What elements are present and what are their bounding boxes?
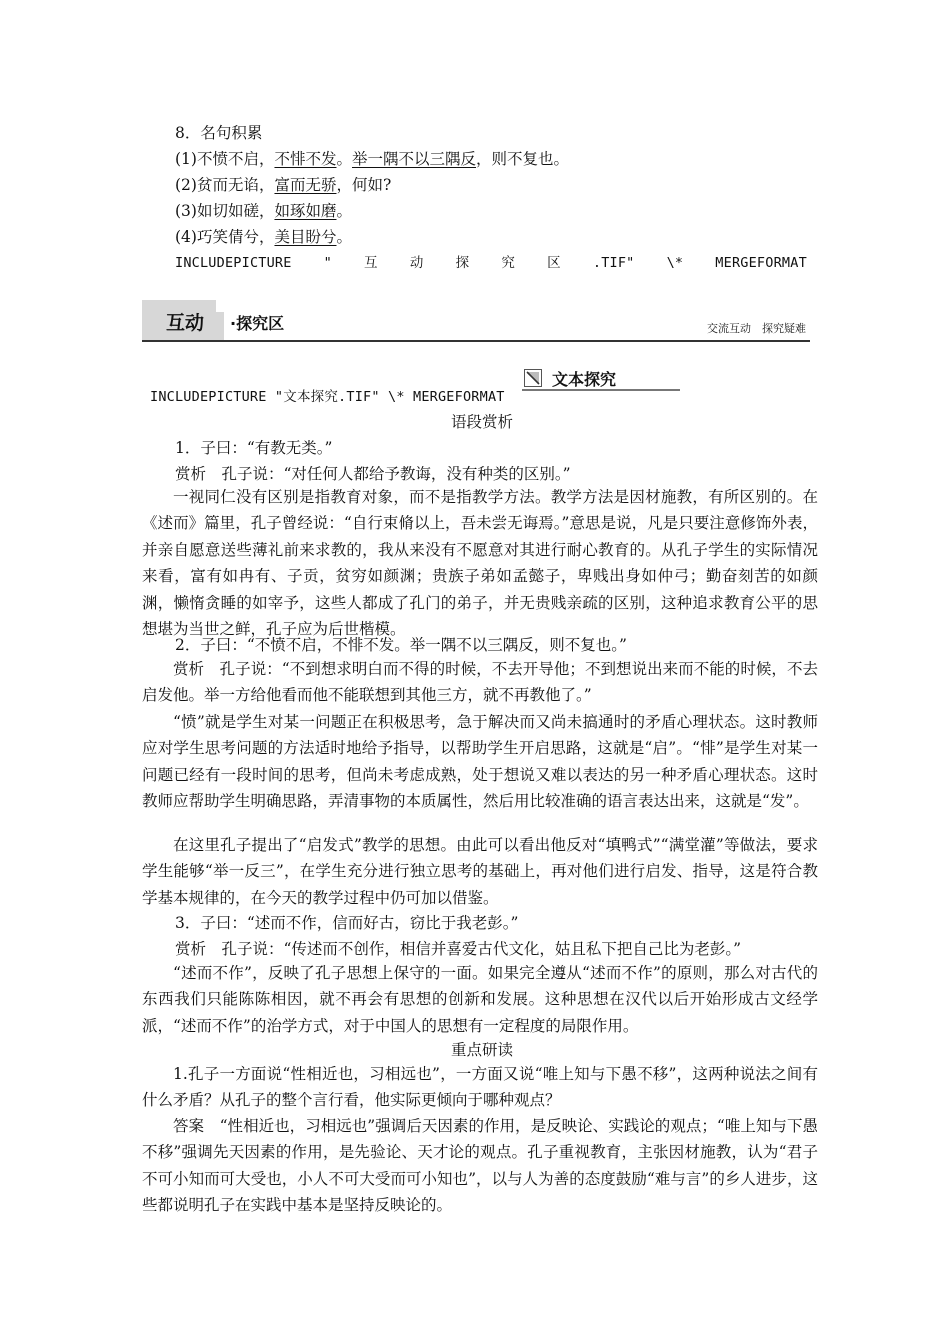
field-word: 互 (364, 255, 378, 271)
quote-1-mid: 。 (336, 150, 352, 168)
section-banner (142, 300, 810, 342)
quote-2-answer: 富而无骄 (274, 176, 337, 194)
passage-2-appreciation: 赏析 孔子说：“不到想求明白而不得的时候，不去开导他；不到想说出来而不能的时候，不去启发他。举一方给他看而他不能联想到其他三方，就不再教他了。” (142, 660, 818, 705)
quote-1-prefix: (1)不愤不启， (175, 150, 275, 168)
quote-2-prefix: (2)贫而无谄， (175, 176, 275, 194)
field-word: 区 (547, 255, 561, 271)
quote-4-suffix: 。 (336, 228, 352, 246)
banner-block-tail (216, 312, 224, 340)
passage-2-commentary-2: 在这里孔子提出了“启发式”教学的思想。由此可以看出他反对“填鸭式”“满堂灌”等做法，要求学生能够“举一反三”，在学生充分进行独立思考的基础上，再对他们进行启发、指导，这是符合教学基本规律的，在今天的教学过程中仍可加以借鉴。 (142, 836, 818, 907)
field-word: \* (666, 255, 684, 271)
field-word: MERGEFORMAT (715, 255, 807, 271)
quote-4-prefix: (4)巧笑倩兮， (175, 228, 275, 246)
quote-3-suffix: 。 (336, 202, 352, 220)
quote-3-prefix: (3)如切如磋， (175, 202, 275, 220)
quote-line-4 (175, 224, 855, 250)
banner-right-text: 交流互动 探究疑难 (707, 322, 806, 335)
passage-2-commentary-1: “愤”就是学生对某一问题正在积极思考，急于解决而又尚未搞通时的矛盾心理状态。这时教师应对学生思考问题的方法适时地给予指导，以帮助学生开启思路，这就是“启”。“悱”是学生对某一问题已经有一段时间的思考，但尚未考虑成熟，处于想说又难以表达的另一种矛盾心理状态。这时教师应帮助学生明确思路，弄清事物的本质属性，然后用比较准确的语言表达出来，这就是“发”。 (142, 713, 818, 811)
quote-1-answer-a: 不悱不发 (274, 150, 337, 168)
item8-heading: 8．名句积累 (175, 124, 263, 142)
passage-2-quote: 2．子曰：“不愤不启，不悱不发。举一隅不以三隅反，则不复也。” (175, 636, 627, 654)
quote-line-3 (175, 198, 855, 224)
quote-1-suffix: ，则不复也。 (476, 150, 570, 168)
field-word: 究 (501, 255, 516, 271)
include-picture-field-2: INCLUDEPICTURE "文本探究.TIF" \* MERGEFORMAT (150, 389, 505, 405)
passage-1-quote: 1．子曰：“有教无类。” (175, 439, 333, 457)
include-picture-field-1 (175, 250, 807, 276)
banner-subtitle: ·探究区 (230, 314, 285, 333)
badge-label: 文本探究 (552, 370, 617, 389)
quote-line-2 (175, 172, 855, 198)
passage-3-commentary: “述而不作”，反映了孔子思想上保守的一面。如果完全遵从“述而不作”的原则，那么对古代的东西我们只能陈陈相因，就不再会有思想的创新和发展。这种思想在汉代以后开始形成古文经学派，“述而不作”的治学方式，对于中国人的思想有一定程度的局限作用。 (142, 964, 818, 1035)
quote-2-suffix: ，何如? (336, 176, 392, 194)
key-question-1: 1.孔子一方面说“性相近也，习相远也”，一方面又说“唯上知与下愚不移”，这两种说法之间有什么矛盾？从孔子的整个言行看，他实际更倾向于哪种观点？ (142, 1065, 818, 1110)
passage-1-appreciation: 赏析 孔子说：“对任何人都给予教诲，没有种类的区别。” (175, 465, 571, 483)
field-word: INCLUDEPICTURE (175, 255, 292, 271)
field-word: 动 (409, 255, 424, 271)
section-title-key-study: 重点研读 (450, 1041, 513, 1059)
quote-1-answer-b: 举一隅不以三隅反 (352, 150, 477, 168)
passage-3-quote: 3．子曰：“述而不作，信而好古，窃比于我老彭。” (175, 914, 519, 932)
banner-title: 互动 (166, 312, 205, 334)
passage-1-commentary: 一视同仁没有区别是指教育对象，而不是指教学方法。教学方法是因材施教，有所区别的。在《述而》篇里，孔子曾经说：“自行束脩以上，吾未尝无诲焉。”意思是说，凡是只要注意修饰外表，并亲自愿意送些薄礼前来求教的，我从来没有不愿意对其进行耐心教育的。从孔子学生的实际情况来看，富有如冉有、子贡，贫穷如颜渊；贵族子弟如孟懿子，卑贱出身如仲弓；勤奋刻苦的如颜渊，懒惰贪睡的如宰予，这些人都成了孔门的弟子，并无贵贱亲疏的区别，这种追求教育公平的思想堪为当世之鲜，孔子应为后世楷模。 (142, 488, 818, 639)
field-word: .TIF" (592, 255, 635, 271)
quote-4-answer: 美目盼兮 (274, 228, 337, 246)
banner-rule (142, 340, 810, 342)
field-word: 探 (455, 255, 470, 271)
section-title-passage-appreciation: 语段赏析 (450, 413, 513, 431)
quote-3-answer: 如琢如磨 (274, 202, 337, 220)
field-word: " (323, 255, 332, 271)
key-answer-1: 答案 “性相近也，习相远也”强调后天因素的作用，是反映论、实践论的观点；“唯上知与下愚不移”强调先天因素的作用，是先验论、天才论的观点。孔子重视教育，主张因材施教，认为“君子不可小知而可大受也，小人不可大受而可小知也”，以与人为善的态度鼓励“难与言”的乡人进步，这些都说明孔子在实践中基本是坚持反映论的。 (142, 1117, 818, 1215)
quote-line-1 (175, 146, 855, 172)
passage-3-appreciation: 赏析 孔子说：“传述而不创作，相信并喜爱古代文化，姑且私下把自己比为老彭。” (175, 940, 742, 958)
